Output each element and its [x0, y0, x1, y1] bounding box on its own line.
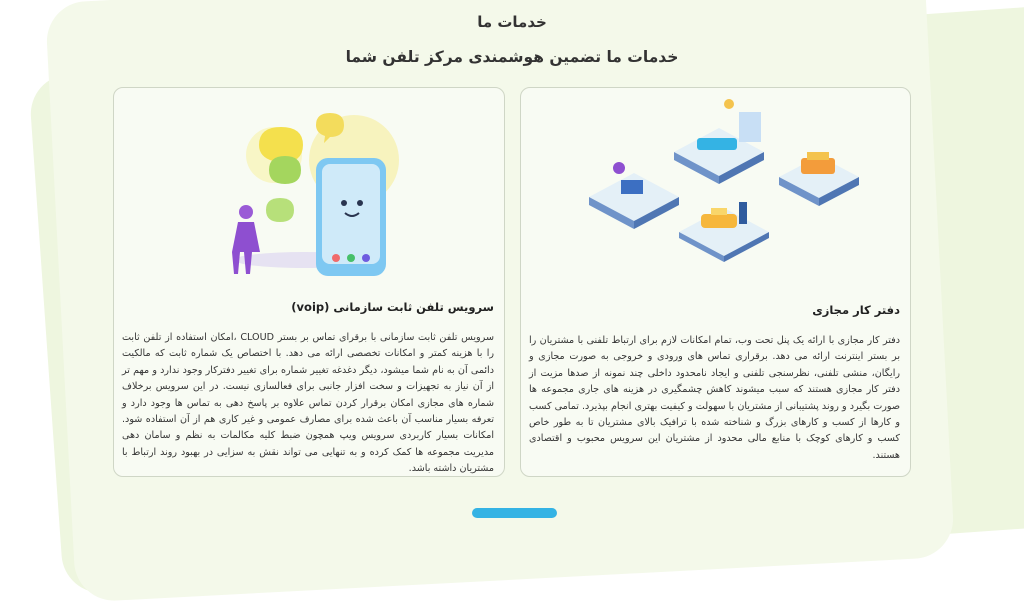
- section-title: خدمات ما: [477, 13, 547, 31]
- card-description: دفتر کار مجازی با ارائه یک پنل تحت وب، تمام امکانات لازم برای ارتباط تلفنی با مشتریان را بر بستر اینترنت ارائه می دهد. برقراری تماس های ورودی و خروجی به صورت مجازی و رایگان، منشی تلفنی، نظرسنجی تلفنی و ایجاد نامحدود داخلی چند نمونه از صدها مزیت از دفتر کار مجازی هستند که سبب میشوند کاهش چشمگیری در هزینه های جاری مجموعه ها صورت بگیرد و روند پشتیبانی از مشتریان با سهولت و کیفیت بهتری انجام بپذیرد. تمامی کسب و کارها از کسب و کارهای بزرگ و شناخته شده با ترافیک بالای مشتریان تا به طور خاص کسب و کارهای کوچک با منابع مالی محدود از مشتریان این سرویس محبوب و اقتصادی هستند.: [529, 335, 900, 461]
- service-card-virtual-office: [520, 87, 911, 477]
- card-description: سرویس تلفن ثابت سازمانی با برقرای تماس بر بستر CLOUD ،امکان استفاده از تلفن ثابت را با هزینه کمتر و امکانات تخصصی ارائه می دهد. با اختصاص یک شماره ثابت که مالکیت دائمی آن به نام شما میشود، دیگر دغدغه تغییر شماره برای تغییر دفترکار وجود ندارد و مهم تر از آن نیاز به تجهیزات و سخت افزار جانبی برای فعالسازی نیست. در این سرویس برخلاف شماره های مجازی امکان برقرار کردن تماس علاوه بر پاسخ دهی به تماس ها وجود دارد و تعرفه بسیار مناسب آن باعث شده برای مصارف عمومی و غیر کاری هم از آن استفاده شود. امکانات بسیار کاربردی سرویس ویپ همچون ضبط کلیه مکالمات به نظم و سامان دهی مدیریت مجموعه ها کمک کرده و به تنهایی می تواند نقش به سزایی در بهبود روند ارتباط با مشتریان داشته باشد.: [122, 332, 494, 475]
- section-subtitle: خدمات ما تضمین هوشمندی مرکز تلفن شما: [345, 48, 679, 66]
- service-card-voip: [113, 87, 505, 477]
- card-title: دفتر کار مجازی: [812, 303, 900, 317]
- bottom-tab-button[interactable]: [472, 508, 557, 518]
- card-title: سرویس تلفن ثابت سازمانی (voip): [291, 300, 494, 314]
- phone-chat-illustration: [204, 100, 424, 280]
- isometric-office-illustration: [579, 92, 869, 262]
